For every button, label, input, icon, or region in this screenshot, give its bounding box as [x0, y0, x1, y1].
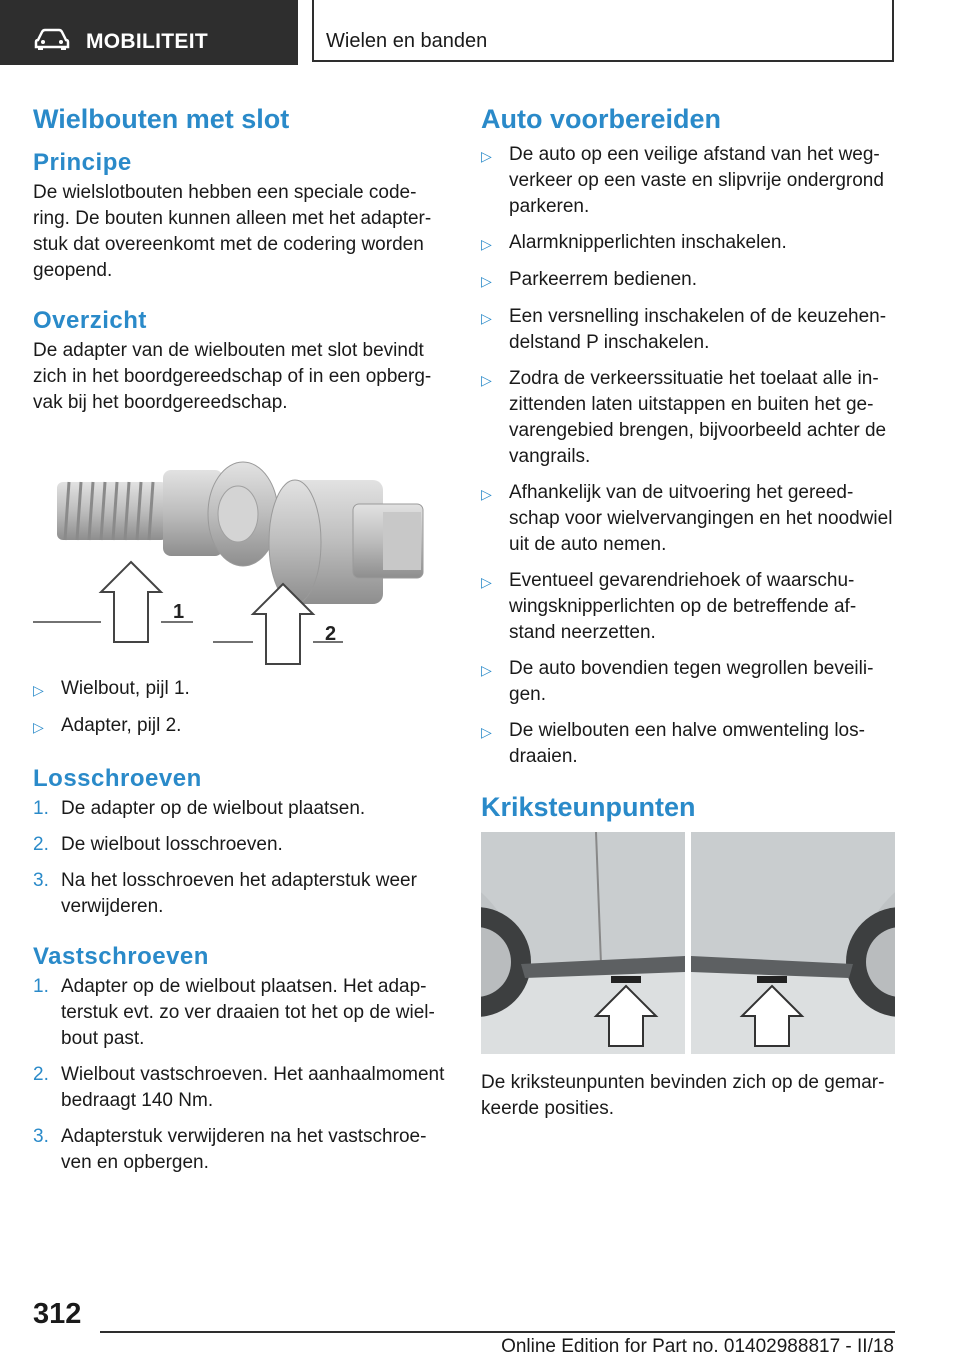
arrow-1-label: 1 — [173, 601, 185, 623]
left-column — [33, 100, 445, 1186]
list-item: ▷ Adapter, pijl 2. — [33, 713, 445, 740]
triangle-bullet-icon: ▷ — [481, 236, 492, 252]
list-item: 2. De wielbout losschroeven. — [33, 834, 283, 855]
figure-legend — [33, 676, 445, 740]
triangle-bullet-icon: ▷ — [481, 574, 492, 590]
list-item: ▷ De auto bovendien tegen wegrollen beveili-gen. — [481, 656, 895, 708]
triangle-bullet-icon: ▷ — [481, 310, 492, 326]
list-item: 2. Wielbout vastschroeven. Het aanhaalmoment bedraagt 140 Nm. — [33, 1064, 445, 1111]
list-item: 3. Adapterstuk verwijderen na het vastschroe-ven en opbergen. — [33, 1126, 427, 1173]
triangle-bullet-icon: ▷ — [481, 372, 492, 388]
heading-overzicht: Overzicht — [33, 307, 147, 334]
section-tab — [0, 0, 298, 65]
list-item: ▷ Alarmknipperlichten inschakelen. — [481, 230, 895, 257]
text-kriksteunpunten: De kriksteunpunten bevinden zich op de gemar-keerde posities. — [481, 1072, 885, 1119]
list-item: ▷ Parkeerrem bedienen. — [481, 267, 895, 294]
edition-note: Online Edition for Part no. 01402988817 - II/18 — [501, 1336, 894, 1357]
list-item: 1. Adapter op de wielbout plaatsen. Het adap-terstuk evt. zo ver draaien tot het op de wiel-bout past. — [33, 976, 435, 1049]
triangle-bullet-icon: ▷ — [481, 273, 492, 289]
list-item: 1. De adapter op de wielbout plaatsen. — [33, 798, 366, 819]
triangle-bullet-icon: ▷ — [481, 486, 492, 502]
section-title-wielbouten: Wielbouten met slot — [33, 104, 290, 134]
triangle-bullet-icon: ▷ — [481, 662, 492, 678]
list-item: ▷ Zodra de verkeerssituatie het toelaat alle in-zittenden laten uitstappen en buiten het ge-varengebied brengen, bijvoorbeeld achter de vangrails. — [481, 366, 895, 470]
section-title-kriksteunpunten: Kriksteunpunten — [481, 792, 696, 822]
chapter-label: Wielen en banden — [326, 30, 488, 52]
heading-vastschroeven: Vastschroeven — [33, 943, 209, 970]
triangle-bullet-icon: ▷ — [481, 724, 492, 740]
list-item: ▷ Eventueel gevarendriehoek of waarschu-wingsknipperlichten op de betreffende af-stand neerzetten. — [481, 568, 895, 646]
triangle-bullet-icon: ▷ — [481, 148, 492, 164]
right-column — [481, 100, 895, 1122]
list-item: ▷ Wielbout, pijl 1. — [33, 676, 445, 703]
heading-losschroeven: Losschroeven — [33, 765, 202, 792]
arrow-2-label: 2 — [325, 623, 337, 645]
text-overzicht: De adapter van de wielbouten met slot bevindt zich in het boordgereedschap of in een opberg-vak bij het boordgereedschap. — [33, 340, 432, 413]
wheel-bolt-adapter-illustration — [33, 442, 445, 672]
list-item: ▷ Afhankelijk van de uitvoering het gereed-schap voor wielvervangingen en het noodwiel uit de auto nemen. — [481, 480, 895, 558]
triangle-bullet-icon: ▷ — [33, 719, 44, 735]
list-item: ▷ Een versnelling inschakelen of de keuzehen-delstand P inschakelen. — [481, 304, 895, 356]
text-principe: De wielslotbouten hebben een speciale code-ring. De bouten kunnen alleen met het adapter-stuk dat overeenkomt met de codering worden geopend. — [33, 182, 432, 281]
jacking-points-illustration — [481, 832, 895, 1054]
car-icon — [34, 28, 70, 50]
triangle-bullet-icon: ▷ — [33, 682, 44, 698]
section-label: MOBILITEIT — [86, 30, 208, 53]
steps-losschroeven — [33, 796, 445, 920]
footer-divider — [100, 1331, 895, 1333]
page-number: 312 — [33, 1298, 82, 1330]
list-item: ▷ De wielbouten een halve omwenteling los-draaien. — [481, 718, 895, 770]
chapter-tab — [312, 0, 894, 62]
list-item: ▷ De auto op een veilige afstand van het weg-verkeer op een vaste en slipvrije ondergrond parkeren. — [481, 142, 895, 220]
steps-vastschroeven — [33, 974, 445, 1176]
section-title-auto-voorbereiden: Auto voorbereiden — [481, 104, 722, 134]
list-item: 3. Na het losschroeven het adapterstuk weer verwijderen. — [33, 870, 417, 917]
steps-auto-voorbereiden — [481, 142, 895, 770]
heading-principe: Principe — [33, 149, 132, 176]
